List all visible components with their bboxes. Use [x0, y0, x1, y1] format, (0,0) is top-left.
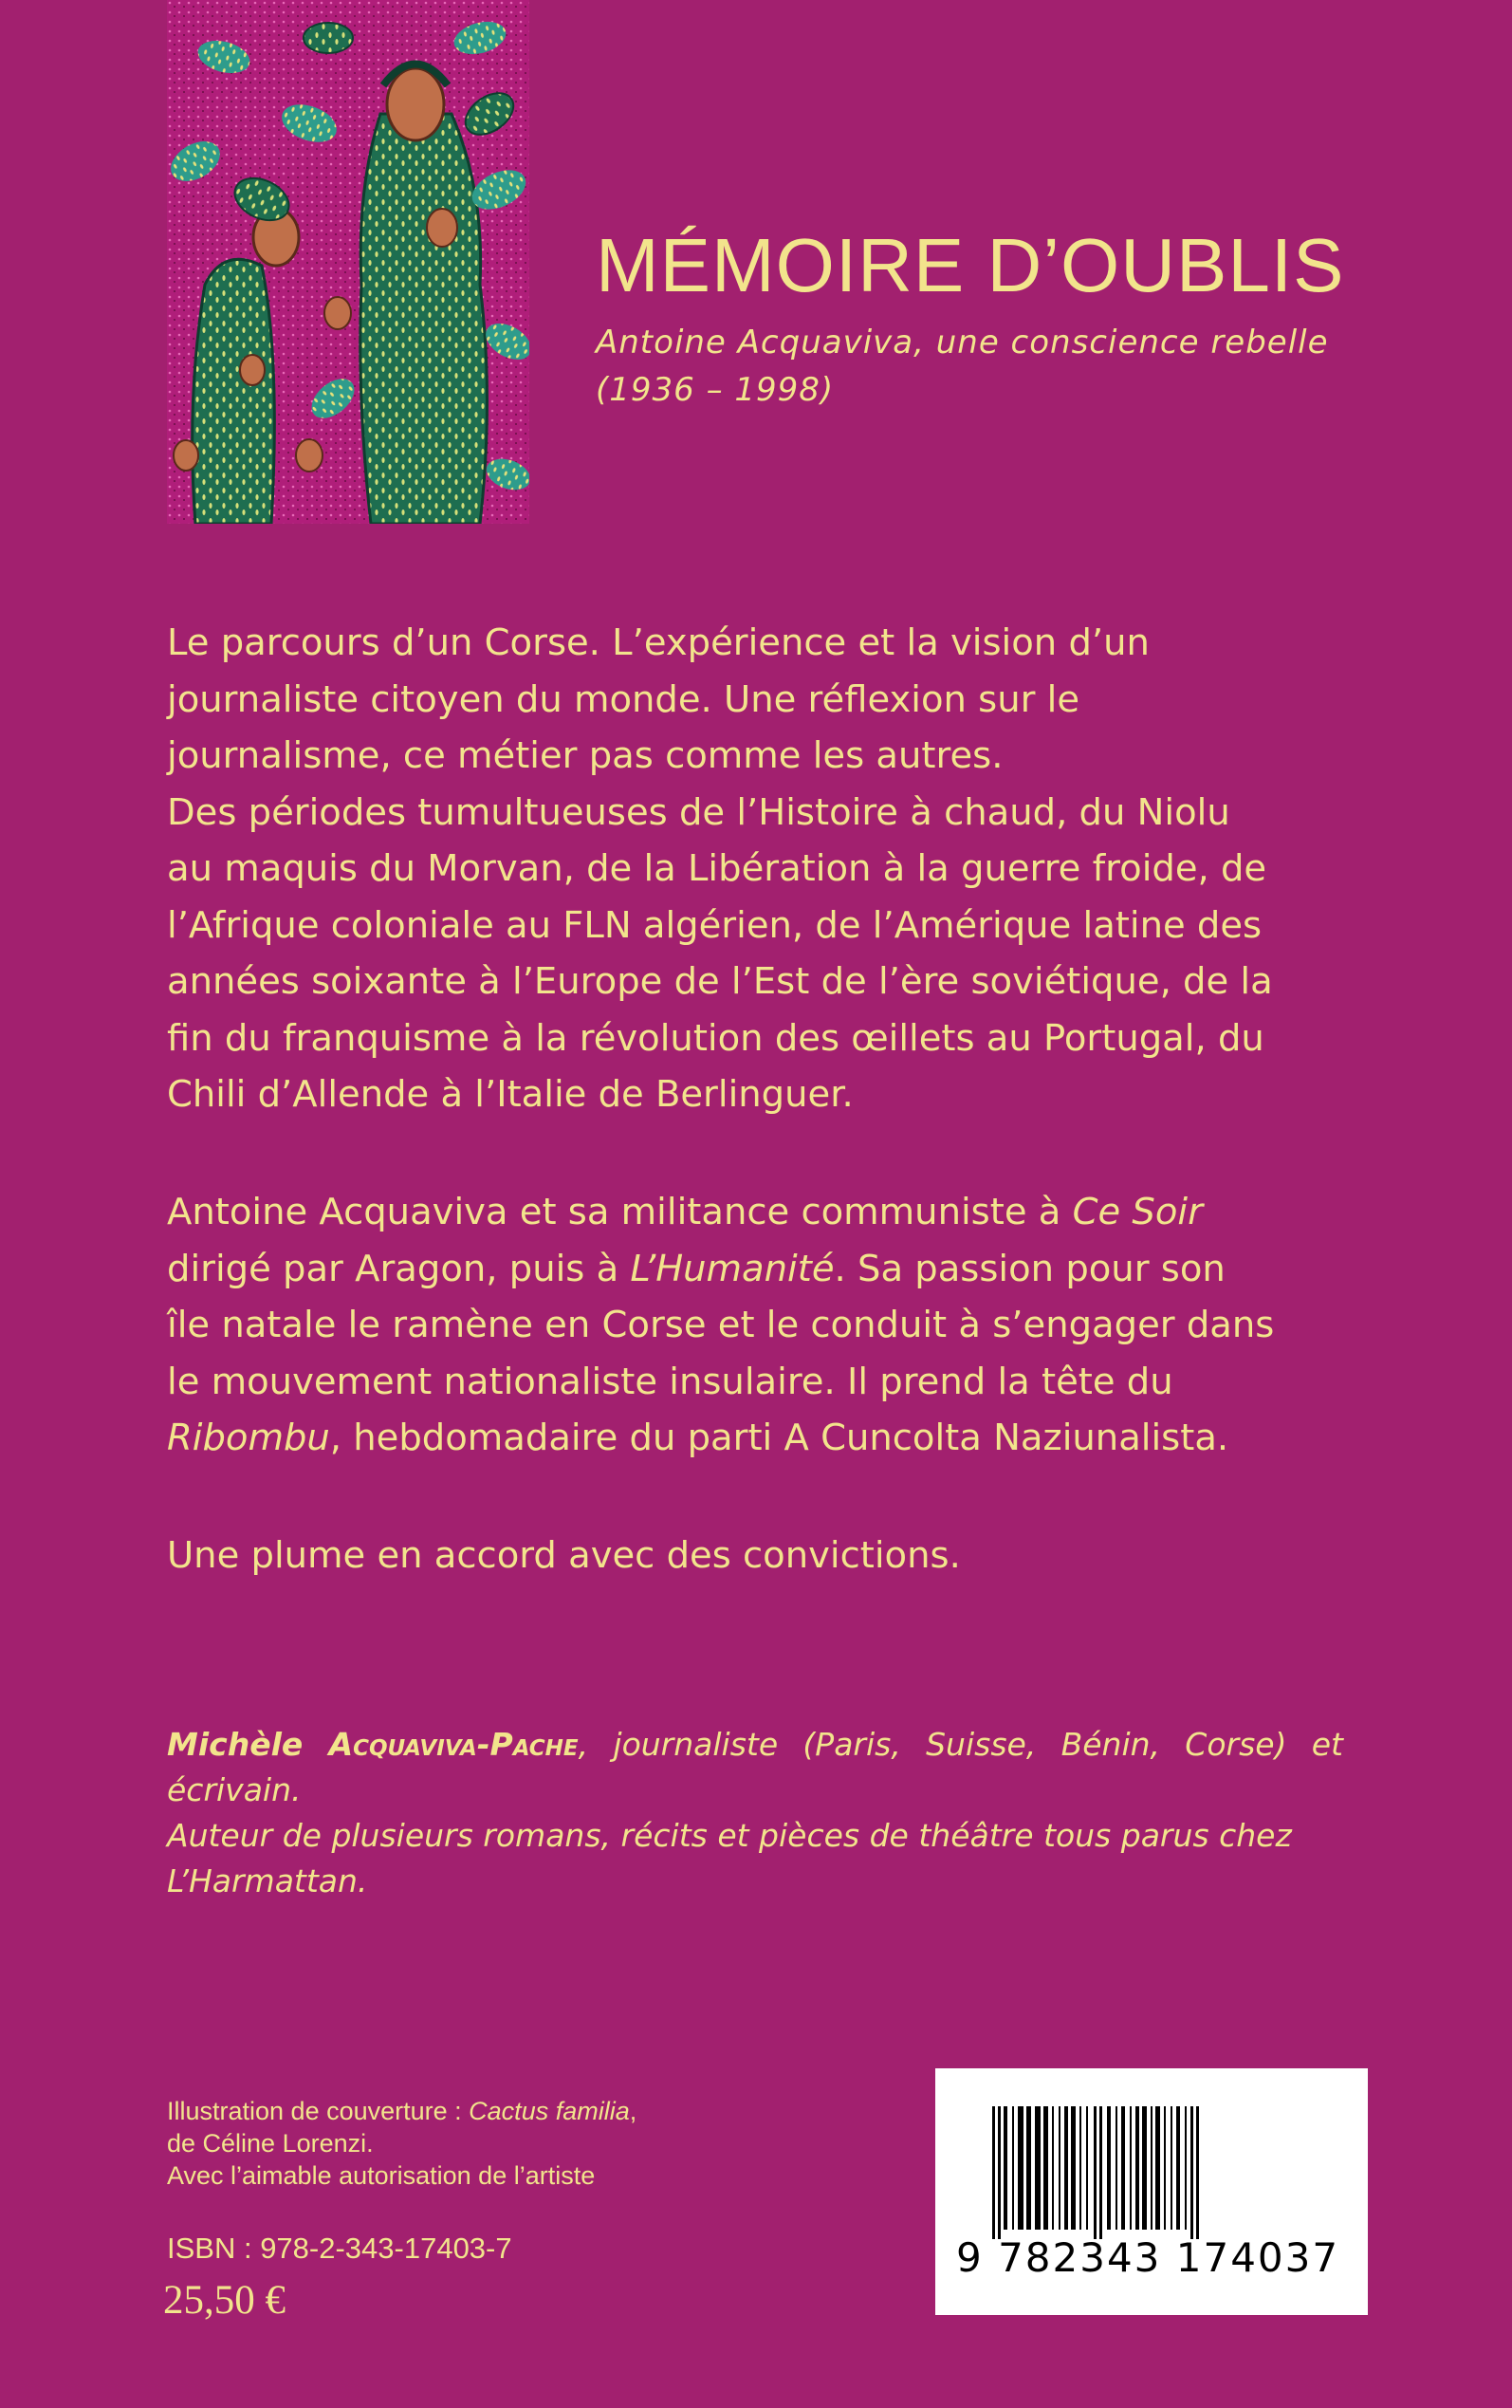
barcode-bar [1035, 2106, 1041, 2230]
barcode-bar [1099, 2106, 1102, 2239]
author-bio-text: , journaliste (Paris, Suisse, Bénin, Corse) et écrivain. [167, 1726, 1343, 1808]
blurb-line [167, 1241, 1343, 1298]
barcode-bar [1004, 2106, 1007, 2230]
newspaper-title: Ribombu [167, 1417, 330, 1459]
artwork-title: Cactus familia [469, 2097, 630, 2125]
barcode-bars [935, 2068, 1368, 2239]
credits-text: Illustration de couverture : [167, 2097, 470, 2125]
blurb-line: Le parcours d’un Corse. L’expérience et la vision d’un [167, 621, 1150, 664]
barcode-bar [1130, 2106, 1132, 2230]
author-bio-line [167, 1722, 1343, 1813]
blurb-text: Antoine Acquaviva et sa militance communiste à [167, 1191, 1073, 1233]
blurb-text: . Sa passion pour son [834, 1247, 1226, 1290]
author-last-name: Acquaviva-Pache [328, 1726, 579, 1763]
blurb-line: Une plume en accord avec des convictions. [167, 1534, 961, 1577]
credits-text: , [629, 2097, 637, 2125]
barcode-bar [992, 2106, 995, 2239]
barcode-bar [1116, 2106, 1117, 2230]
barcode-bar [1107, 2106, 1111, 2230]
barcode-bar [1135, 2106, 1139, 2230]
barcode-bar [1043, 2106, 1048, 2230]
price: 25,50 € [163, 2278, 286, 2323]
blurb-line: île natale le ramène en Corse et le conduit à s’engager dans [167, 1304, 1275, 1346]
blurb-line: fin du franquisme à la révolution des œillets au Portugal, du [167, 1016, 1264, 1060]
barcode-bar [1196, 2106, 1199, 2239]
barcode-bar [1086, 2106, 1088, 2230]
blurb-line: Des périodes tumultueuses de l’Histoire à chaud, du Niolu [167, 790, 1230, 834]
newspaper-title: L’Humanité [630, 1247, 835, 1290]
author-bio [167, 1722, 1343, 1904]
barcode-bar [1064, 2106, 1068, 2230]
blurb-line [167, 1184, 1343, 1241]
barcode-bar [1094, 2106, 1097, 2239]
blurb-line [167, 1410, 1343, 1467]
book-title: MÉMOIRE D’OUBLIS [596, 223, 1345, 307]
credits-line: Avec l’aimable autorisation de l’artiste [167, 2161, 596, 2190]
author-bio-line: Auteur de plusieurs romans, récits et pièces de théâtre tous parus chez [167, 1817, 1292, 1854]
blurb-line: l’Afrique coloniale au FLN algérien, de l’Amérique latine des [167, 903, 1263, 947]
isbn: ISBN : 978-2-343-17403-7 [167, 2232, 512, 2265]
blurb-line: Chili d’Allende à l’Italie de Berlinguer. [167, 1073, 854, 1116]
blurb-paragraph-2 [167, 1184, 1343, 1467]
barcode-bar [1185, 2106, 1187, 2230]
newspaper-title: Ce Soir [1072, 1191, 1203, 1233]
barcode-bar [1176, 2106, 1180, 2230]
illustration-credits [167, 2095, 636, 2192]
blurb-text: dirigé par Aragon, puis à [167, 1247, 631, 1290]
author-bio-line: L’Harmattan. [167, 1862, 368, 1899]
barcode-digits: 9 782343 174037 [956, 2234, 1340, 2281]
blurb-paragraph-1 [167, 615, 1343, 1123]
barcode-bar [1155, 2106, 1160, 2230]
barcode-bar [998, 2106, 1001, 2239]
blurb-text: , hebdomadaire du parti A Cuncolta Naziunalista. [329, 1417, 1229, 1459]
credits-line [167, 2095, 636, 2127]
blurb-paragraph-3 [167, 1528, 1343, 1584]
subtitle-line: Antoine Acquaviva, une conscience rebelle [596, 324, 1329, 361]
book-subtitle [596, 319, 1329, 414]
barcode-bar [1079, 2106, 1081, 2230]
barcode-bar [1059, 2106, 1060, 2230]
barcode-bar [1190, 2106, 1193, 2239]
barcode [935, 2068, 1368, 2315]
barcode-bar [1071, 2106, 1076, 2230]
barcode-bar [1018, 2106, 1023, 2230]
blurb-line: le mouvement nationaliste insulaire. Il prend la tête du [167, 1360, 1173, 1403]
barcode-bar [1171, 2106, 1172, 2230]
barcode-bar [1164, 2106, 1166, 2230]
subtitle-dates: (1936 – 1998) [596, 371, 835, 409]
barcode-bar [1026, 2106, 1031, 2230]
cover-illustration [167, 0, 529, 524]
blurb-line: au maquis du Morvan, de la Libération à la guerre froide, de [167, 847, 1267, 890]
barcode-bar [1142, 2106, 1147, 2230]
blurb-line: journaliste citoyen du monde. Une réflexion sur le [167, 677, 1080, 721]
barcode-bar [1121, 2106, 1125, 2230]
barcode-bar [1151, 2106, 1152, 2230]
author-first-name: Michèle [167, 1726, 329, 1763]
credits-line: de Céline Lorenzi. [167, 2129, 374, 2158]
barcode-bar [1012, 2106, 1014, 2230]
blurb-line: années soixante à l’Europe de l’Est de l’ère soviétique, de la [167, 960, 1273, 1003]
barcode-bar [1052, 2106, 1054, 2230]
blurb-line: journalisme, ce métier pas comme les autres. [167, 734, 1004, 777]
